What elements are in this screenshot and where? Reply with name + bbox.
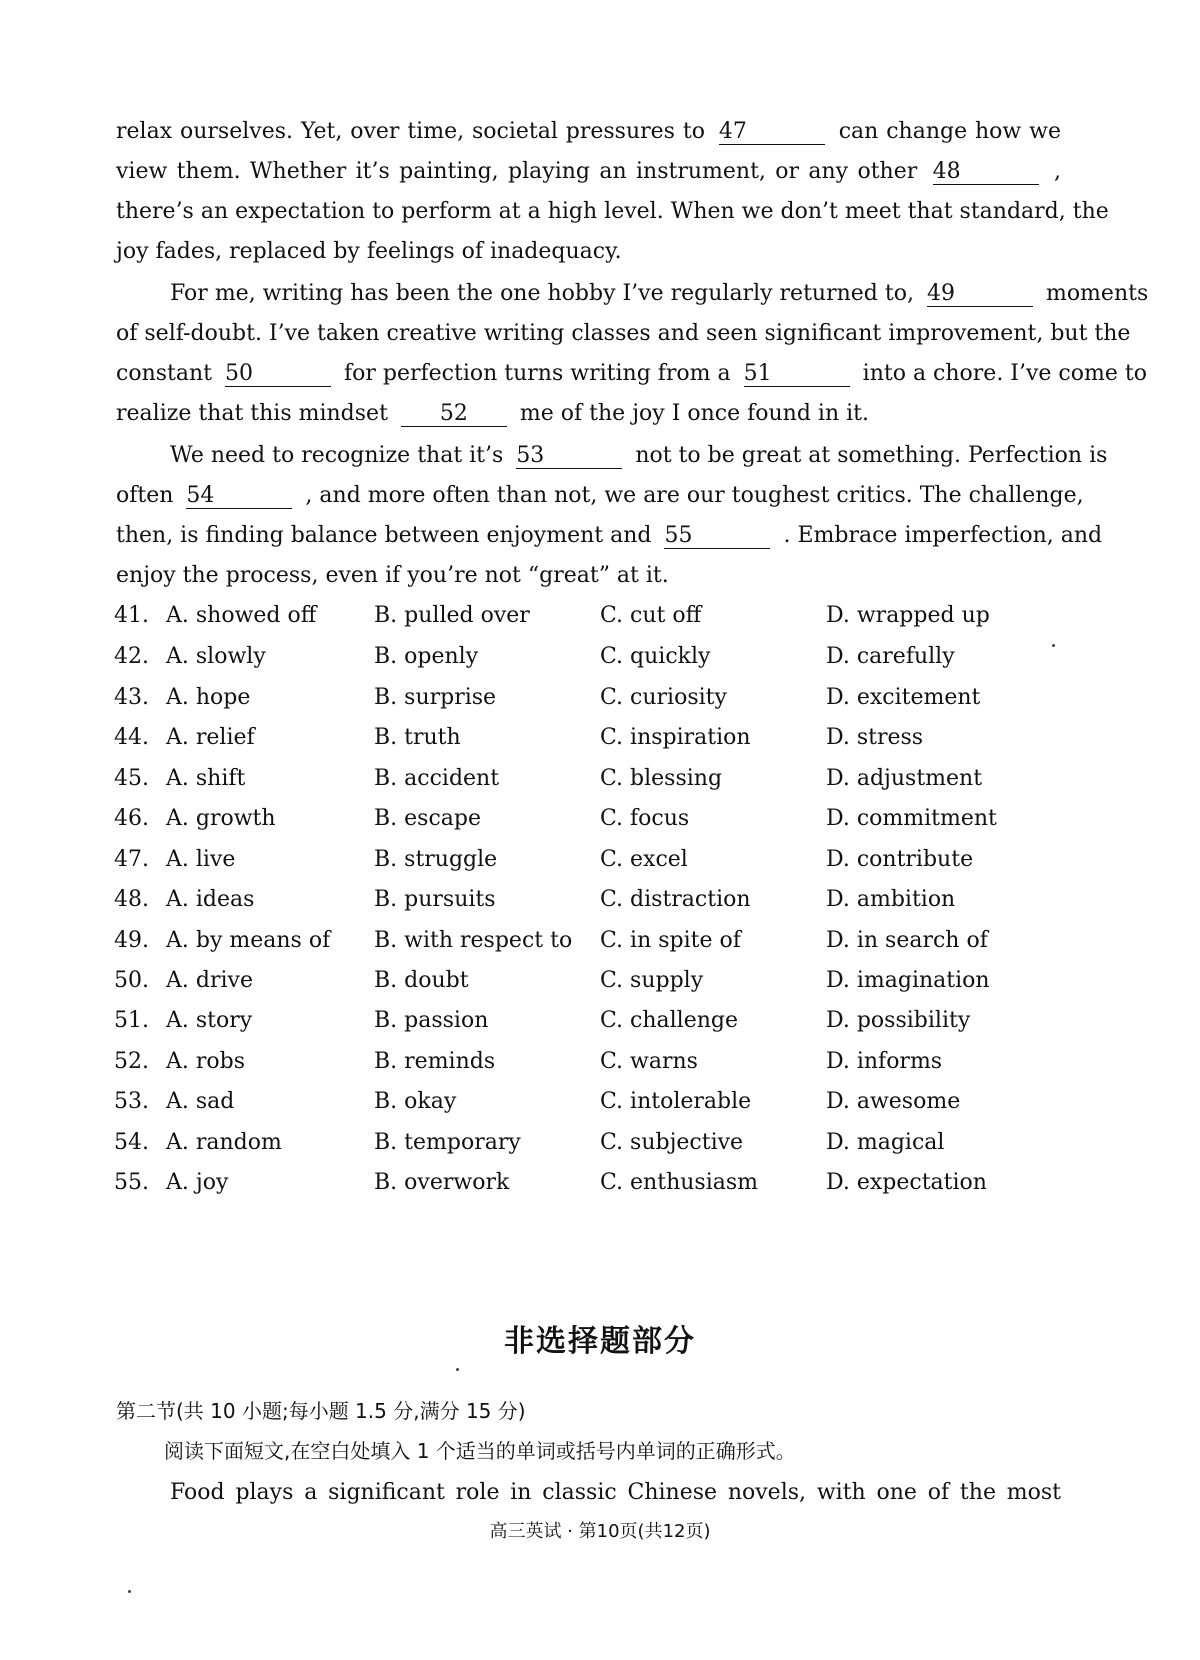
passage-line-5 bbox=[170, 279, 1149, 309]
option-c: C. warns bbox=[600, 1049, 698, 1074]
page-footer: 高三英试 · 第10页(共12页) bbox=[489, 1521, 711, 1542]
question-number: 46. bbox=[114, 806, 149, 831]
option-a: A. hope bbox=[166, 685, 251, 710]
passage-text: not to be great at something. Perfection is bbox=[635, 443, 1108, 468]
blank-49: 49 bbox=[927, 282, 1033, 307]
option-d: D. excitement bbox=[826, 685, 981, 710]
passage-line-11 bbox=[116, 521, 1103, 551]
option-c: C. inspiration bbox=[600, 725, 751, 750]
option-d: D. in search of bbox=[826, 928, 988, 953]
passage-text: then, is finding balance between enjoyment and bbox=[116, 523, 652, 548]
question-number: 55. bbox=[114, 1170, 149, 1195]
option-c: C. blessing bbox=[600, 766, 723, 791]
option-row bbox=[114, 1006, 1054, 1036]
option-a: A. sad bbox=[166, 1089, 235, 1114]
option-a: A. random bbox=[166, 1130, 282, 1155]
option-a: A. slowly bbox=[166, 644, 266, 669]
option-c: C. cut off bbox=[600, 603, 702, 628]
blank-53: 53 bbox=[516, 444, 622, 469]
option-b: B. pulled over bbox=[374, 603, 530, 628]
option-c: C. enthusiasm bbox=[600, 1170, 758, 1195]
option-b: B. overwork bbox=[374, 1170, 510, 1195]
option-d: D. informs bbox=[826, 1049, 943, 1074]
option-b: B. truth bbox=[374, 725, 461, 750]
question-number: 48. bbox=[114, 887, 149, 912]
option-d: D. expectation bbox=[826, 1170, 987, 1195]
option-c: C. quickly bbox=[600, 644, 711, 669]
blank-48: 48 bbox=[933, 160, 1039, 185]
option-row bbox=[114, 926, 1054, 956]
option-c: C. intolerable bbox=[600, 1089, 752, 1114]
passage-text: me of the joy I once found in it. bbox=[519, 401, 869, 426]
option-row bbox=[114, 601, 1054, 631]
option-a: A. joy bbox=[166, 1170, 229, 1195]
option-a: A. relief bbox=[166, 725, 255, 750]
option-c: C. curiosity bbox=[600, 685, 727, 710]
blank-54: 54 bbox=[186, 484, 292, 509]
option-c: C. excel bbox=[600, 847, 688, 872]
passage-text: often bbox=[116, 483, 174, 508]
blank-47: 47 bbox=[719, 120, 825, 145]
option-b: B. okay bbox=[374, 1089, 457, 1114]
option-a: A. showed off bbox=[166, 603, 317, 628]
passage-line-6: of self-doubt. I’ve taken creative writing classes and seen significant improvement, but the bbox=[116, 321, 1131, 346]
option-a: A. story bbox=[166, 1008, 253, 1033]
passage-text: We need to recognize that it’s bbox=[170, 443, 504, 468]
question-number: 50. bbox=[114, 968, 149, 993]
option-row bbox=[114, 966, 1054, 996]
option-row bbox=[114, 845, 1054, 875]
option-c: C. supply bbox=[600, 968, 704, 993]
option-d: D. possibility bbox=[826, 1008, 971, 1033]
option-a: A. by means of bbox=[166, 928, 331, 953]
question-number: 41. bbox=[114, 603, 149, 628]
question-number: 52. bbox=[114, 1049, 149, 1074]
passage-text: into a chore. I’ve come to bbox=[862, 361, 1147, 386]
passage-text: relax ourselves. Yet, over time, societal pressures to bbox=[116, 119, 705, 144]
question-number: 47. bbox=[114, 847, 149, 872]
option-row bbox=[114, 1047, 1054, 1077]
option-c: C. focus bbox=[600, 806, 690, 831]
passage-line-7 bbox=[116, 359, 1147, 389]
passage-text: for perfection turns writing from a bbox=[344, 361, 731, 386]
scan-speck bbox=[456, 1368, 459, 1371]
option-b: B. doubt bbox=[374, 968, 469, 993]
passage-next-line: Food plays a significant role in classic Chinese novels, with one of the most bbox=[170, 1480, 1061, 1505]
option-b: B. pursuits bbox=[374, 887, 496, 912]
question-number: 43. bbox=[114, 685, 149, 710]
passage-text: , bbox=[1054, 159, 1062, 184]
option-a: A. ideas bbox=[166, 887, 255, 912]
passage-line-8 bbox=[116, 399, 1061, 429]
question-number: 45. bbox=[114, 766, 149, 791]
option-c: C. distraction bbox=[600, 887, 751, 912]
option-b: B. temporary bbox=[374, 1130, 521, 1155]
question-number: 44. bbox=[114, 725, 149, 750]
option-b: B. with respect to bbox=[374, 928, 573, 953]
option-a: A. shift bbox=[166, 766, 246, 791]
section-title: 非选择题部分 bbox=[504, 1324, 696, 1359]
blank-55: 55 bbox=[664, 524, 770, 549]
option-c: C. in spite of bbox=[600, 928, 741, 953]
option-d: D. stress bbox=[826, 725, 924, 750]
blank-52: 52 bbox=[401, 402, 507, 427]
option-row bbox=[114, 764, 1054, 794]
passage-line-9 bbox=[170, 441, 1108, 471]
passage-text: can change how we bbox=[838, 119, 1061, 144]
passage-text: moments bbox=[1045, 281, 1149, 306]
passage-text: For me, writing has been the one hobby I’ve regularly returned to, bbox=[170, 281, 914, 306]
passage-text: view them. Whether it’s painting, playing an instrument, or any other bbox=[116, 159, 918, 184]
option-row bbox=[114, 683, 1054, 713]
option-d: D. ambition bbox=[826, 887, 956, 912]
blank-51: 51 bbox=[744, 362, 850, 387]
passage-text: . Embrace imperfection, and bbox=[783, 523, 1103, 548]
option-row bbox=[114, 885, 1054, 915]
blank-50: 50 bbox=[225, 362, 331, 387]
option-a: A. growth bbox=[166, 806, 276, 831]
subsection-header: 第二节(共 10 小题;每小题 1.5 分,满分 15 分) bbox=[116, 1399, 526, 1423]
option-row bbox=[114, 1128, 1054, 1158]
option-c: C. subjective bbox=[600, 1130, 744, 1155]
passage-line-2 bbox=[116, 157, 1061, 187]
passage-text: constant bbox=[116, 361, 212, 386]
option-a: A. robs bbox=[166, 1049, 246, 1074]
scan-speck bbox=[128, 1590, 131, 1593]
option-d: D. magical bbox=[826, 1130, 945, 1155]
option-d: D. commitment bbox=[826, 806, 997, 831]
option-b: B. passion bbox=[374, 1008, 489, 1033]
instruction-text: 阅读下面短文,在空白处填入 1 个适当的单词或括号内单词的正确形式。 bbox=[164, 1439, 796, 1463]
option-row bbox=[114, 1168, 1054, 1198]
option-a: A. live bbox=[166, 847, 236, 872]
option-row bbox=[114, 804, 1054, 834]
scan-speck bbox=[1052, 644, 1055, 647]
option-b: B. openly bbox=[374, 644, 479, 669]
question-number: 51. bbox=[114, 1008, 149, 1033]
option-b: B. escape bbox=[374, 806, 482, 831]
passage-line-4: joy fades, replaced by feelings of inadequacy. bbox=[116, 239, 622, 264]
option-d: D. contribute bbox=[826, 847, 974, 872]
passage-text: , and more often than not, we are our toughest critics. The challenge, bbox=[305, 483, 1084, 508]
option-d: D. wrapped up bbox=[826, 603, 990, 628]
passage-line-12: enjoy the process, even if you’re not “great” at it. bbox=[116, 563, 669, 588]
question-number: 49. bbox=[114, 928, 149, 953]
passage-line-3: there’s an expectation to perform at a high level. When we don’t meet that standard, the bbox=[116, 199, 1109, 224]
option-d: D. carefully bbox=[826, 644, 955, 669]
option-b: B. surprise bbox=[374, 685, 497, 710]
passage-text: realize that this mindset bbox=[116, 401, 388, 426]
option-d: D. adjustment bbox=[826, 766, 983, 791]
passage-line-1 bbox=[116, 117, 1061, 147]
passage-line-10 bbox=[116, 481, 1084, 511]
option-d: D. imagination bbox=[826, 968, 990, 993]
question-number: 53. bbox=[114, 1089, 149, 1114]
option-b: B. struggle bbox=[374, 847, 498, 872]
option-d: D. awesome bbox=[826, 1089, 961, 1114]
option-a: A. drive bbox=[166, 968, 253, 993]
option-b: B. accident bbox=[374, 766, 500, 791]
option-row bbox=[114, 1087, 1054, 1117]
option-c: C. challenge bbox=[600, 1008, 739, 1033]
question-number: 54. bbox=[114, 1130, 149, 1155]
option-b: B. reminds bbox=[374, 1049, 496, 1074]
option-row bbox=[114, 642, 1054, 672]
option-row bbox=[114, 723, 1054, 753]
question-number: 42. bbox=[114, 644, 149, 669]
